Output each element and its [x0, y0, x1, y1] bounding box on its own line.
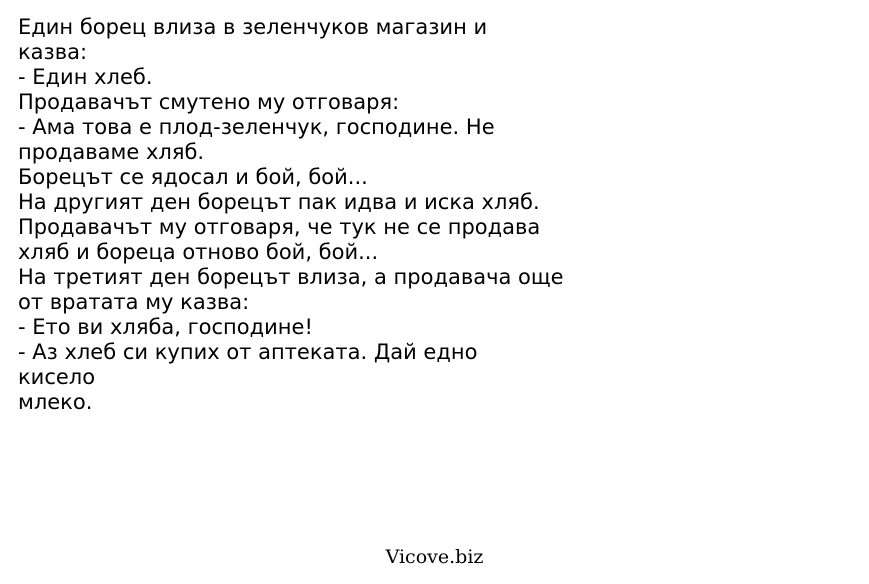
joke-line: Продавачът смутено му отговаря: — [18, 90, 400, 114]
joke-line: - Ето ви хляба, господине! — [18, 315, 313, 339]
joke-line: - Един хлеб. — [18, 65, 153, 89]
joke-line: млеко. — [18, 390, 93, 414]
joke-line: Продавачът му отговаря, че тук не се продава — [18, 215, 541, 239]
joke-line: - Аз хлеб си купих от аптеката. Дай едно — [18, 340, 478, 364]
joke-line: - Ама това е плод-зеленчук, господине. Не — [18, 115, 495, 139]
joke-text — [18, 15, 618, 415]
joke-line: казва: — [18, 40, 88, 64]
joke-line: кисело — [18, 365, 96, 389]
joke-line: Борецът се ядосал и бой, бой... — [18, 165, 368, 189]
joke-line: Един борец влиза в зеленчуков магазин и — [18, 15, 488, 39]
joke-line: хляб и бореца отново бой, бой... — [18, 240, 379, 264]
joke-line: продаваме хляб. — [18, 140, 205, 164]
joke-line: На третият ден борецът влиза, а продавача още — [18, 265, 564, 289]
site-watermark: Vicove.biz — [385, 546, 484, 568]
joke-line: от вратата му казва: — [18, 290, 250, 314]
joke-line: На другият ден борецът пак идва и иска хляб. — [18, 190, 540, 214]
